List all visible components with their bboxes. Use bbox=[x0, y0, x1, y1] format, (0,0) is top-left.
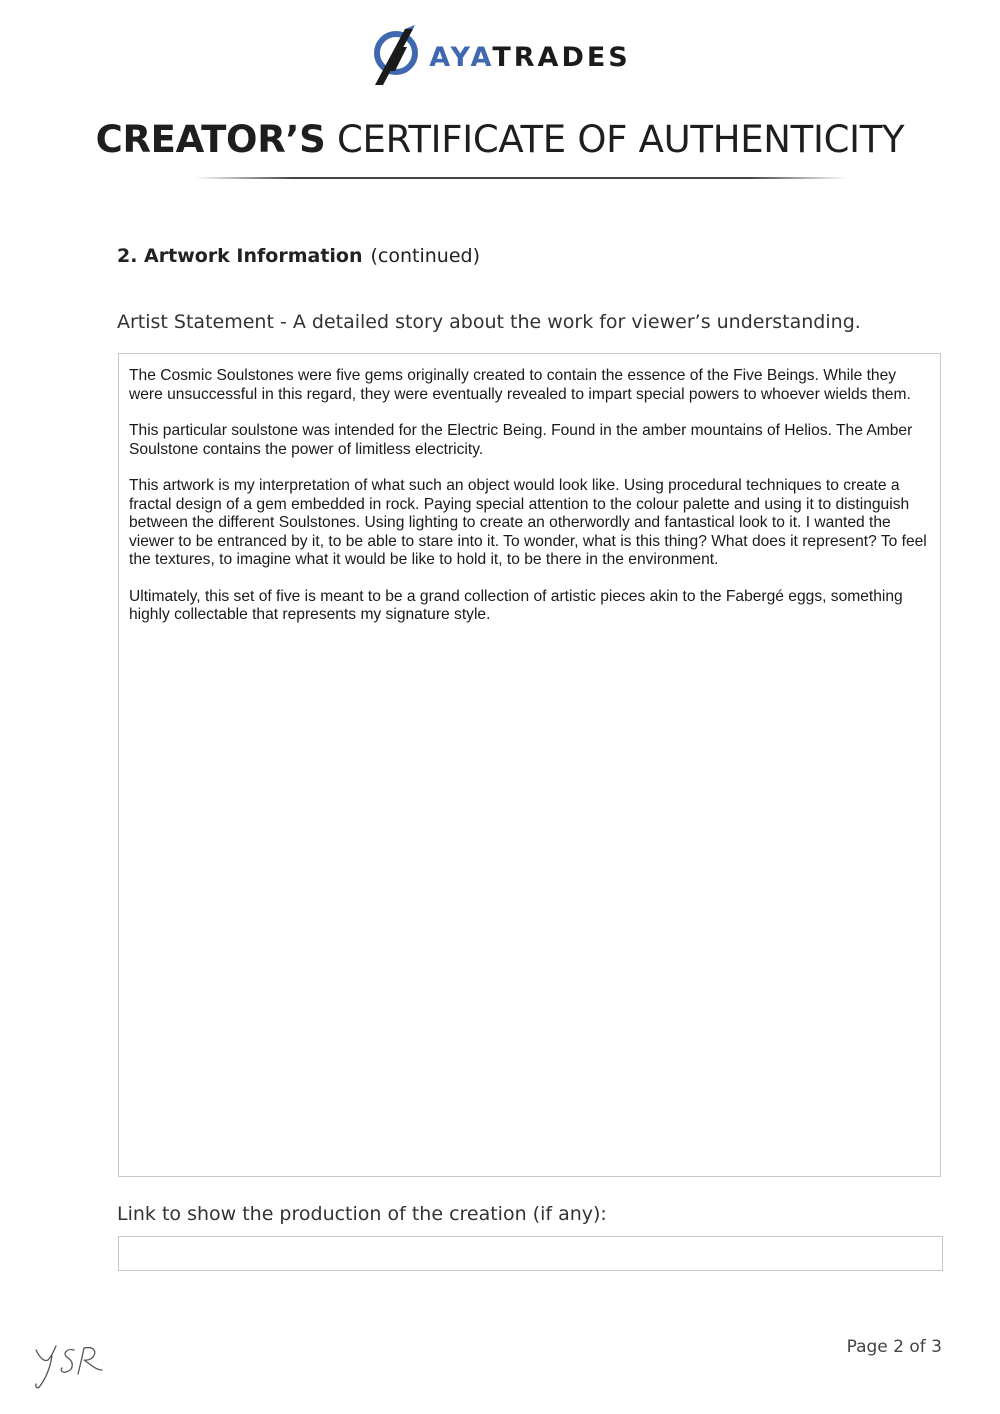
artist-statement-label: Artist Statement - A detailed story about the work for viewer’s understanding. bbox=[117, 311, 861, 333]
production-link-field[interactable] bbox=[118, 1236, 943, 1271]
production-link-label: Link to show the production of the creation (if any): bbox=[117, 1203, 607, 1225]
brand-name-part2: TRADES bbox=[492, 41, 631, 73]
page-title-rest: CERTIFICATE OF AUTHENTICITY bbox=[336, 118, 905, 161]
ayatrades-logo-icon bbox=[369, 25, 419, 89]
section-heading bbox=[117, 245, 480, 267]
artist-statement-field[interactable] bbox=[118, 353, 941, 1177]
statement-paragraph: The Cosmic Soulstones were five gems originally created to contain the essence of the Five Beings. While they were unsuccessful in this regard, they were eventually revealed to impart special powers to whoever wields them. bbox=[129, 367, 911, 403]
brand-name-part1: AYA bbox=[429, 41, 493, 73]
statement-paragraph: Ultimately, this set of five is meant to be a grand collection of artistic pieces akin to the Fabergé eggs, something highly collectable that represents my signature style. bbox=[129, 587, 903, 623]
title-divider bbox=[195, 177, 847, 179]
brand-name bbox=[429, 42, 631, 73]
page-number: Page 2 of 3 bbox=[846, 1337, 942, 1357]
page-title-bold: CREATOR’S bbox=[95, 118, 326, 161]
section-heading-suffix: (continued) bbox=[370, 245, 481, 267]
statement-paragraph: This particular soulstone was intended for the Electric Being. Found in the amber mountains of Helios. The Amber Soulstone contains the power of limitless electricity. bbox=[129, 422, 913, 458]
signature bbox=[30, 1336, 110, 1392]
section-heading-text: 2. Artwork Information bbox=[117, 245, 363, 267]
page-title bbox=[0, 118, 1000, 161]
brand-logo bbox=[0, 24, 1000, 90]
statement-paragraph: This artwork is my interpretation of what such an object would look like. Using procedural techniques to create a fractal design of a gem embedded in rock. Paying special attention to the colour palette and using it to distinguish between the different Soulstones. Using lighting to create an otherwordly and fantastical look to it. I wanted the viewer to be entranced by it, to be able to stare into it. To wonder, what is this thing? What does it represent? To feel the textures, to imagine what it would be like to hold it, to be there in the environment. bbox=[129, 477, 927, 568]
